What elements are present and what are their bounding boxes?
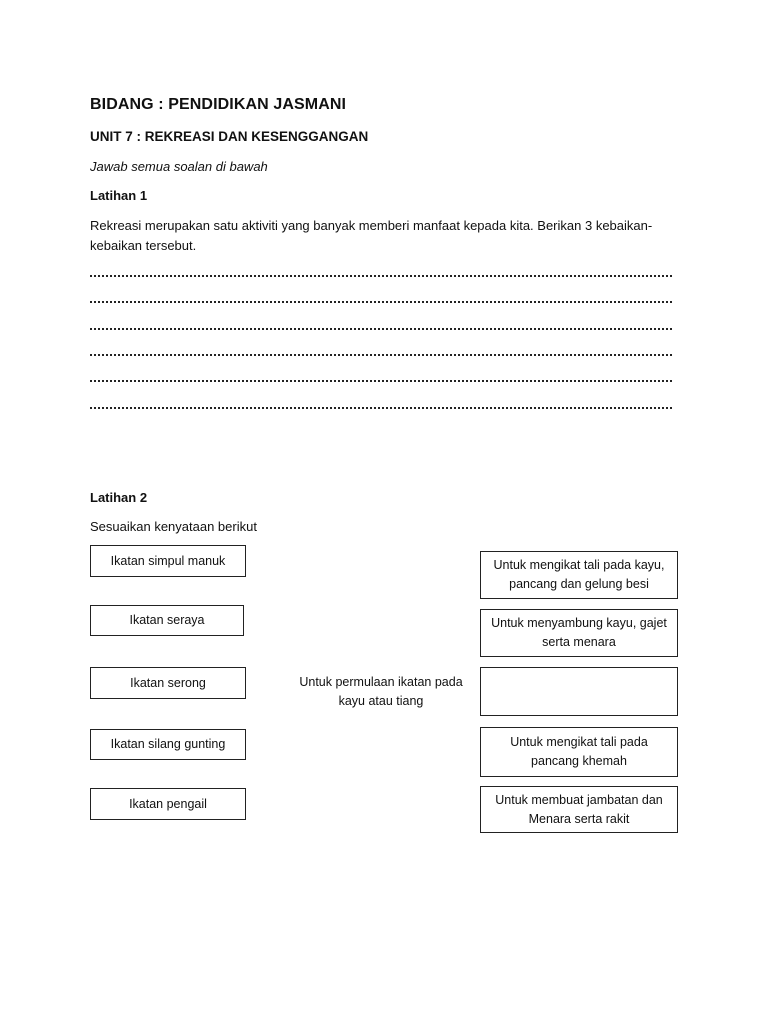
floating-statement-line-2: kayu atau tiang: [338, 694, 424, 708]
left-item-5[interactable]: Ikatan pengail: [90, 788, 246, 820]
right-item-4-line-1: Untuk mengikat tali pada: [510, 735, 648, 749]
right-item-3-empty[interactable]: [480, 667, 678, 716]
answer-line-4[interactable]: [90, 350, 672, 356]
instruction-text: Jawab semua soalan di bawah: [90, 159, 268, 174]
latihan2-instruction: Sesuaikan kenyataan berikut: [90, 519, 257, 534]
left-item-2[interactable]: Ikatan seraya: [90, 605, 244, 636]
left-item-1[interactable]: Ikatan simpul manuk: [90, 545, 246, 577]
right-item-1[interactable]: [480, 551, 678, 599]
right-item-4-line-2: pancang khemah: [531, 754, 627, 768]
question-line-2: kebaikan tersebut.: [90, 238, 197, 253]
floating-statement[interactable]: [281, 673, 481, 711]
page-title: BIDANG : PENDIDIKAN JASMANI: [90, 96, 347, 113]
right-item-1-line-1: Untuk mengikat tali pada kayu,: [493, 558, 665, 572]
right-item-2[interactable]: [480, 609, 678, 657]
answer-line-3[interactable]: [90, 324, 672, 330]
left-item-4[interactable]: Ikatan silang gunting: [90, 729, 246, 760]
right-item-4[interactable]: [480, 727, 678, 777]
answer-line-1[interactable]: [90, 271, 672, 277]
right-item-1-line-2: pancang dan gelung besi: [509, 577, 649, 591]
right-item-5-line-1: Untuk membuat jambatan dan: [495, 792, 663, 807]
right-item-5[interactable]: [480, 786, 678, 833]
right-item-5-line-2: Menara serta rakit: [528, 811, 630, 826]
latihan1-question: [90, 216, 690, 256]
floating-statement-line-1: Untuk permulaan ikatan pada: [299, 675, 463, 689]
latihan2-heading: Latihan 2: [90, 490, 148, 505]
question-line-1: Rekreasi merupakan satu aktiviti yang banyak memberi manfaat kepada kita. Berikan 3 kebaikan-: [90, 218, 653, 233]
answer-line-5[interactable]: [90, 376, 672, 382]
right-item-2-line-1: Untuk menyambung kayu, gajet: [491, 616, 667, 630]
right-item-2-line-2: serta menara: [542, 635, 616, 649]
left-item-3[interactable]: Ikatan serong: [90, 667, 246, 699]
latihan1-heading: Latihan 1: [90, 188, 148, 203]
unit-title: UNIT 7 : REKREASI DAN KESENGGANGAN: [90, 129, 369, 144]
answer-line-6[interactable]: [90, 403, 672, 409]
answer-line-2[interactable]: [90, 297, 672, 303]
